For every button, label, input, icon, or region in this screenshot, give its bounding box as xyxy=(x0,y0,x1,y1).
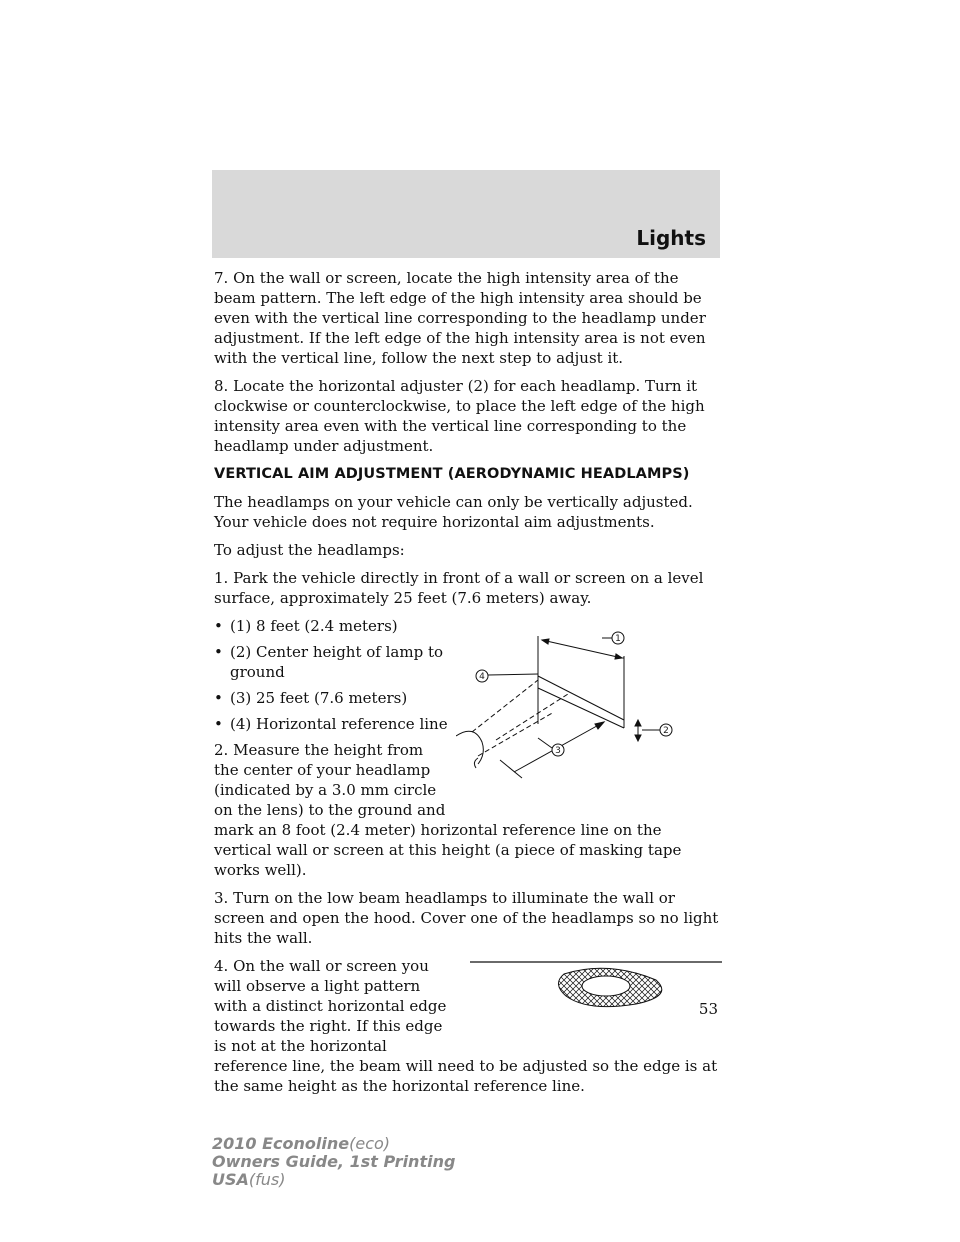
list-item: • (4) Horizontal reference line xyxy=(214,714,720,734)
paragraph-step-4: 4. On the wall or screen you will observe a light pattern with a distinct horizontal edge towards the right. If this edge is not at the horizontal reference line, the beam will need to be adjusted so the edge is at the same height as the horizontal reference line. xyxy=(214,957,718,1095)
legend-list xyxy=(214,616,720,734)
page-content xyxy=(214,268,720,1104)
paragraph-step-2: 2. Measure the height from the center of your headlamp (indicated by a 3.0 mm circle on the lens) to the ground and mark an 8 foot (2.4 meter) horizontal reference line on the vertical wall or screen at this height (a piece of masking tape works well). xyxy=(214,741,682,879)
list-item: • (3) 25 feet (7.6 meters) xyxy=(214,688,720,708)
footer-printing: Owners Guide, 1st Printing xyxy=(212,1152,456,1171)
section-title: Lights xyxy=(636,226,706,250)
diagram-label-4: 4 xyxy=(479,672,485,682)
diagram-label-2: 2 xyxy=(663,726,669,736)
header-band xyxy=(212,170,720,258)
list-item: • (1) 8 feet (2.4 meters) xyxy=(214,616,720,636)
paragraph-step-1: 1. Park the vehicle directly in front of a wall or screen on a level surface, approximately 25 feet (7.6 meters) away. xyxy=(214,569,704,607)
beam-pattern-svg xyxy=(468,956,724,1048)
page-number: 53 xyxy=(698,1000,718,1018)
paragraph-step-8: 8. Locate the horizontal adjuster (2) for each headlamp. Turn it clockwise or counterclockwise, to place the left edge of the high intensity area even with the vertical line corresponding to the headlamp under adjustment. xyxy=(214,377,705,455)
list-item: • (2) Center height of lamp to ground xyxy=(214,642,720,682)
paragraph-step-3: 3. Turn on the low beam headlamps to illuminate the wall or screen and open the hood. Cover one of the headlamps so no light hits the wall. xyxy=(214,889,719,947)
paragraph-step-7: 7. On the wall or screen, locate the high intensity area of the beam pattern. The left edge of the high intensity area should be even with the vertical line corresponding to the headlamp under adjustment. If the left edge of the high intensity area is not even with the vertical line, follow the next step to adjust it. xyxy=(214,269,706,367)
footer-model: 2010 Econoline xyxy=(212,1134,350,1153)
footer-market-code: (fus) xyxy=(248,1170,286,1189)
footer xyxy=(212,1135,455,1189)
section-heading: VERTICAL AIM ADJUSTMENT (AERODYNAMIC HEADLAMPS) xyxy=(214,466,690,482)
footer-model-code: (eco) xyxy=(349,1134,391,1153)
beam-pattern-diagram xyxy=(468,956,724,1048)
paragraph-intro: The headlamps on your vehicle can only be vertically adjusted. Your vehicle does not require horizontal aim adjustments. xyxy=(214,493,693,531)
paragraph-to-adjust: To adjust the headlamps: xyxy=(214,541,405,559)
diagram-label-1: 1 xyxy=(615,634,621,644)
diagram-label-3: 3 xyxy=(555,746,561,756)
footer-market: USA xyxy=(212,1170,249,1189)
